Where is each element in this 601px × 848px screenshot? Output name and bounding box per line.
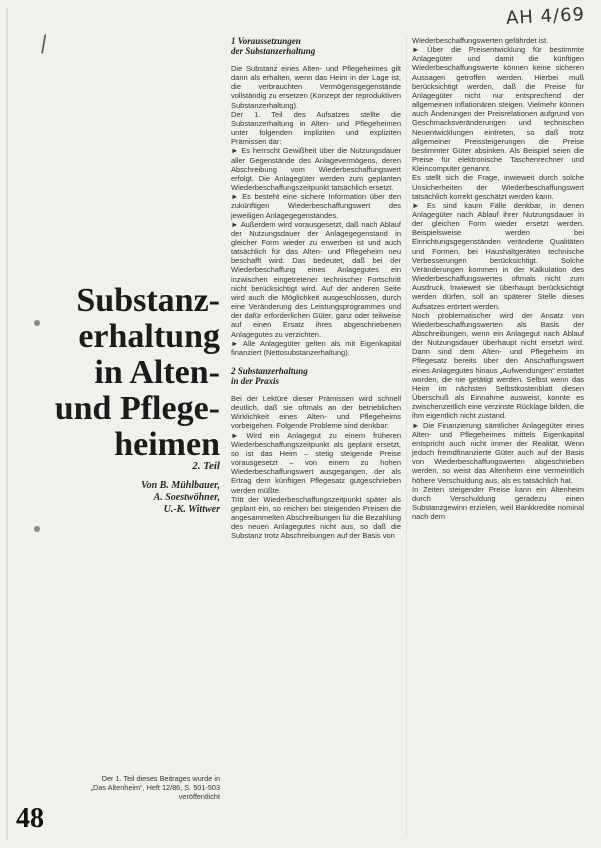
paragraph: Der 1. Teil des Aufsatzes stellte die Substanzerhaltung in Alten- und Pflegeheimen unter folgenden impliziten und expliziten Prämissen dar: [231, 109, 401, 147]
text-column-2 [412, 36, 584, 521]
article-authors: Von B. Mühlbauer, A. Soestwöhner, U.-K. Wittwer [141, 480, 220, 515]
paragraph: Tritt der Wiederbeschaffungszeitpunkt später als geplant ein, so reichen bei steigenden Preisen die angesammelten Abschreibungen für die Bezahlung des neuen Anlagegutes nicht aus, so daß die Substanz trotz Abschreibungen auf der Basis von [231, 494, 401, 541]
footnote: Der 1. Teil dieses Beitrages wurde in „Das Altenheim“, Heft 12/86, S. 501-503 veröffentlicht [90, 774, 220, 801]
paragraph: Bei der Lektüre dieser Prämissen wird schnell deutlich, daß sie oftmals an der betrieblichen Wirklichkeit eines Alten- und Pflegeheims vorbeigehen. Folgende Probleme sind denkbar: [231, 394, 401, 431]
section-heading: 2 Substanzerhaltung in der Praxis [231, 366, 308, 386]
bullet-paragraph: ► Es herrscht Gewißheit über die Nutzungsdauer aller Gegenstände des Anlagevermögens, deren Abschreibung vom Wiederbeschaffungswert erfolgt. Die Anlagegüter werden zum geplanten Wiederbeschaffungszeitpunkt tatsächlich ersetzt. [231, 146, 401, 193]
column-separator [406, 36, 407, 836]
article-part: 2. Teil [192, 460, 220, 472]
punch-hole [34, 526, 40, 532]
bullet-paragraph: ► Wird ein Anlagegut zu einem früheren Wiederbeschaffungszeitpunkt als geplant ersetzt, so ist das Heim – stetig steigende Preise vorausgesetzt – von einem zu hohen Wiederbeschaffungswert ausgegangen, der als Ertrag dem künftigen Pflegesatz gutgeschrieben werden müßte. [231, 430, 401, 495]
text-column-1 [231, 36, 401, 541]
paragraph: Die Substanz eines Alten- und Pflegeheimes gilt dann als erhalten, wenn das Heim in der Lage ist, die verbrauchten Vermögensgegenstände vollständig zu ersetzen (Konzept der reproduktiven Substanzerhaltung). [231, 64, 401, 110]
bullet-paragraph: ► Es sind kaum Fälle denkbar, in denen Anlagegüter nach Ablauf ihrer Nutzungsdauer in der gleichen Form wieder ersetzt werden. Beispielsweise werden bei Einrichtungsgegenständen veränderte Qualitäten und Formen, bei Haushaltgeräten technische Verbesserungen berücksichtigt. Solche Veränderungen kommen in der Kalkulation des Wiederbeschaffungswertes oftmals nicht zum Ausdruck. Inwieweit sie überhaupt berücksichtigt werden dürfen, soll an späterer Stelle dieses Aufsatzes erörtert werden. [412, 200, 584, 311]
bullet-paragraph: ► Die Finanzierung sämtlicher Anlagegüter eines Alten- und Pflegeheimes mittels Eigenkapital entspricht auch nicht immer der Realität. Wenn jedoch fremdfinanzierte Güter auch auf der Basis von Wiederbeschaffungswerten abgeschrieben werden, so weist das Altenheim eine vermeintlich höhere Verschuldung aus, als es tatsächlich hat. [412, 420, 584, 485]
handwritten-mark: / [38, 31, 50, 58]
bullet-paragraph: ► Über die Preisentwicklung für bestimmte Anlagegüter und damit die künftigen Wiederbeschaffungswerte können keine sicheren Aussagen getroffen werden. Hierbei muß berücksichtigt werden, daß die Preise für Anlagegüter nicht nur entsprechend der allgemeinen inflationären steigen. Vielmehr können auch Änderungen der Preisrelationen aufgrund von Geschmacksveränderungen und technischen Neuentwicklungen eintreten, so daß trotz allgemeiner Preissteigerungen die Preise bestimmter Güter absinken. Als Beispiel seien die Preise für elektronische Taschenrechner und Kleincomputer genannt. [412, 45, 584, 174]
bullet-paragraph: ► Außerdem wird vorausgesetzt, daß nach Ablauf der Nutzungsdauer der Anlagegegenstand in gleicher Form wieder zu erwerben ist und auch tatsächlich für das Alten- und Pflegeheim neu beschafft wird. Das bedeutet, daß bei der Wiederbeschaffung eines Anlagegutes ein inzwischen eingetretener technischer Fortschritt nicht berücksichtigt wird. Auf der anderen Seite wird auch die Möglichkeit ausgeschlossen, durch eine Veränderung des Leistungsprogrammes und der dafür erforderlichen Güter, ganz oder teilweise auf einen Ersatz ihres abgeschriebenen Anlagegutes zu verzichten. [231, 219, 401, 339]
section-heading: 1 Voraussetzungen der Substanzerhaltung [231, 36, 316, 56]
paragraph: Es stellt sich die Frage, inwieweit durch solche Unsicherheiten der Wiederbeschaffungswert tatsächlich korrekt geschätzt werden kann. [412, 173, 584, 201]
paragraph: Wiederbeschaffungswerten gefährdet ist. [412, 36, 549, 45]
page-number: 48 [16, 803, 44, 834]
bullet-paragraph: ► Alle Anlagegüter gelten als mit Eigenkapital finanziert (Nettosubstanzerhaltung). [231, 338, 401, 357]
paragraph: Noch problematischer wird der Ansatz von Wiederbeschaffungswerten als Basis der Abschreibungen, wenn ein Anlagegut nach Ablauf der Nutzungsdauer überhaupt nicht ersetzt wird. Dann sind dem Alten- und Pflegeheim im Pflegesatz bereits über den Anschaffungswert eines Anlagegutes hinaus „Aufwendungen“ erstattet worden, die nie getätigt werden. Selbst wenn das Heim im nächsten Selbstkostenblatt diesen Überschuß als Einnahme ausweist, konnte es zwischenzeitlich eine verzinste Rücklage bilden, die ihm eigentlich nicht zustand. [412, 310, 584, 421]
archive-number: AH 4/69 [505, 3, 586, 30]
bullet-paragraph: ► Es besteht eine sichere Information über den zukünftigen Wiederbeschaffungswert des jeweiligen Anlagegegenstandes. [231, 192, 401, 220]
scan-edge [6, 8, 8, 840]
paragraph: In Zeiten steigender Preise kann ein Altenheim durch Verschuldung geradezu einen Substanzgewinn erzielen, weil Bankkredite nominal nach dem [412, 484, 584, 522]
article-title: Substanz- erhaltung in Alten- und Pflege- heimen [54, 282, 220, 463]
